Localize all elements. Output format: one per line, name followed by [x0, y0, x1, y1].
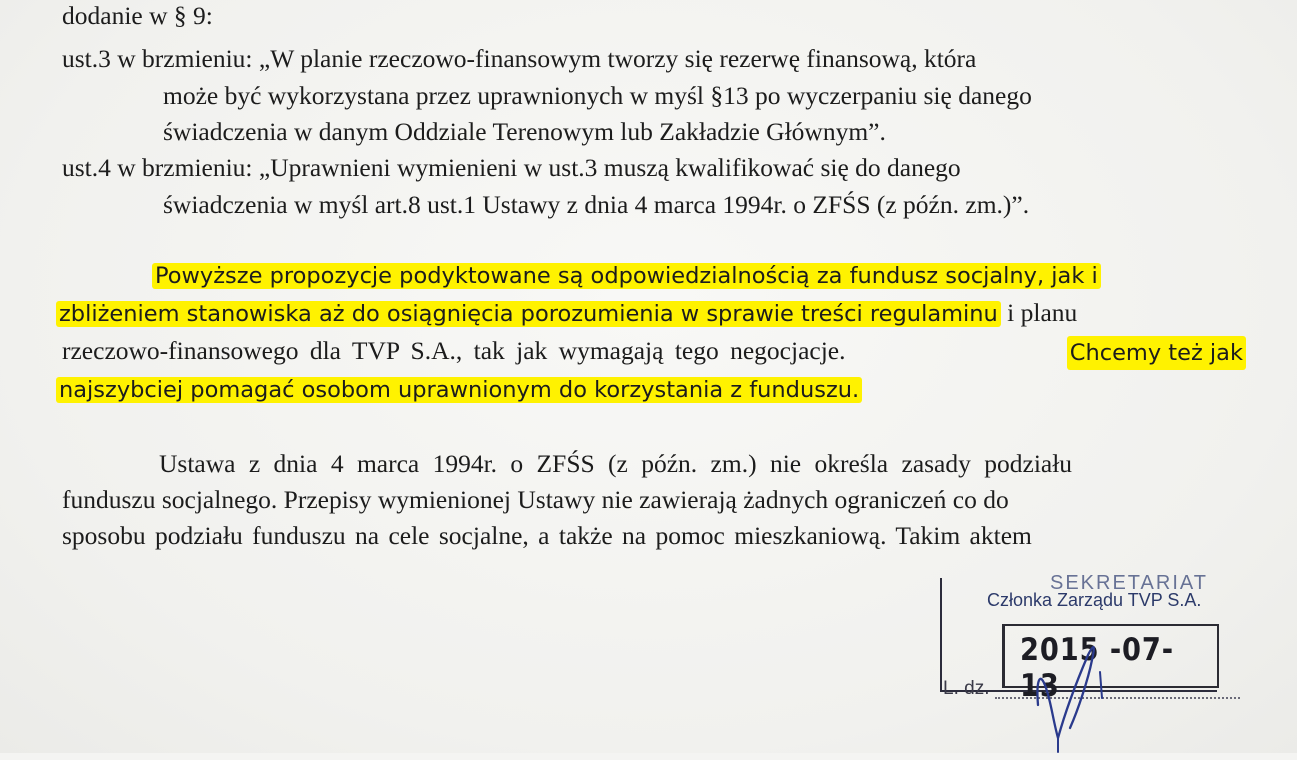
stamp-subheader: Członka Zarządu TVP S.A.	[987, 590, 1202, 610]
plain-text: i planu	[1007, 298, 1078, 327]
signature-icon	[1018, 610, 1128, 760]
doc-line: dodanie w § 9:	[62, 1, 213, 30]
doc-line: świadczenia w danym Oddziale Terenowym lub Zakładzie Głównym”.	[163, 117, 886, 146]
para2-line4	[56, 372, 862, 407]
stamp-ldz-label: L. dz.	[943, 678, 990, 699]
stamp-date: 2015 -07- 13	[1020, 632, 1174, 704]
doc-line: może być wykorzystana przez uprawnionych w myśl §13 po wyczerpaniu się danego	[163, 81, 1032, 110]
highlighted-text: zbliżeniem stanowiska aż do osiągnięcia porozumienia w sprawie treści regulaminu	[56, 301, 1001, 327]
doc-line: świadczenia w myśl art.8 ust.1 Ustawy z dnia 4 marca 1994r. o ZFŚS (z późn. zm.)”.	[163, 190, 1030, 219]
office-stamp	[940, 560, 1240, 750]
doc-line: sposobu podziału funduszu na cele socjalne, a także na pomoc mieszkaniową. Takim aktem	[62, 521, 1032, 550]
para2-line2	[56, 296, 1077, 331]
doc-line: ust.3 w brzmieniu: „W planie rzeczowo-finansowym tworzy się rezerwę finansową, która	[62, 44, 977, 73]
plain-text: rzeczowo-finansowego dla TVP S.A., tak jak wymagają tego negocjacje.	[62, 336, 846, 365]
stamp-header: SEKRETARIAT	[1050, 572, 1208, 594]
highlighted-text: Powyższe propozycje podyktowane są odpowiedzialnością za fundusz socjalny, jak i	[152, 263, 1101, 289]
doc-line: Ustawa z dnia 4 marca 1994r. o ZFŚS (z późn. zm.) nie określa zasady podziału	[159, 449, 1073, 478]
highlighted-text: Chcemy też jak	[1067, 336, 1246, 370]
doc-line: funduszu socjalnego. Przepisy wymienionej Ustawy nie zawierają żadnych ograniczeń co do	[62, 485, 1009, 514]
para2-line1	[152, 258, 1101, 293]
highlighted-text: najszybciej pomagać osobom uprawnionym do korzystania z funduszu.	[56, 377, 862, 403]
doc-line: ust.4 w brzmieniu: „Uprawnieni wymienieni w ust.3 muszą kwalifikować się do danego	[62, 153, 961, 182]
para2-line3	[62, 334, 1246, 368]
